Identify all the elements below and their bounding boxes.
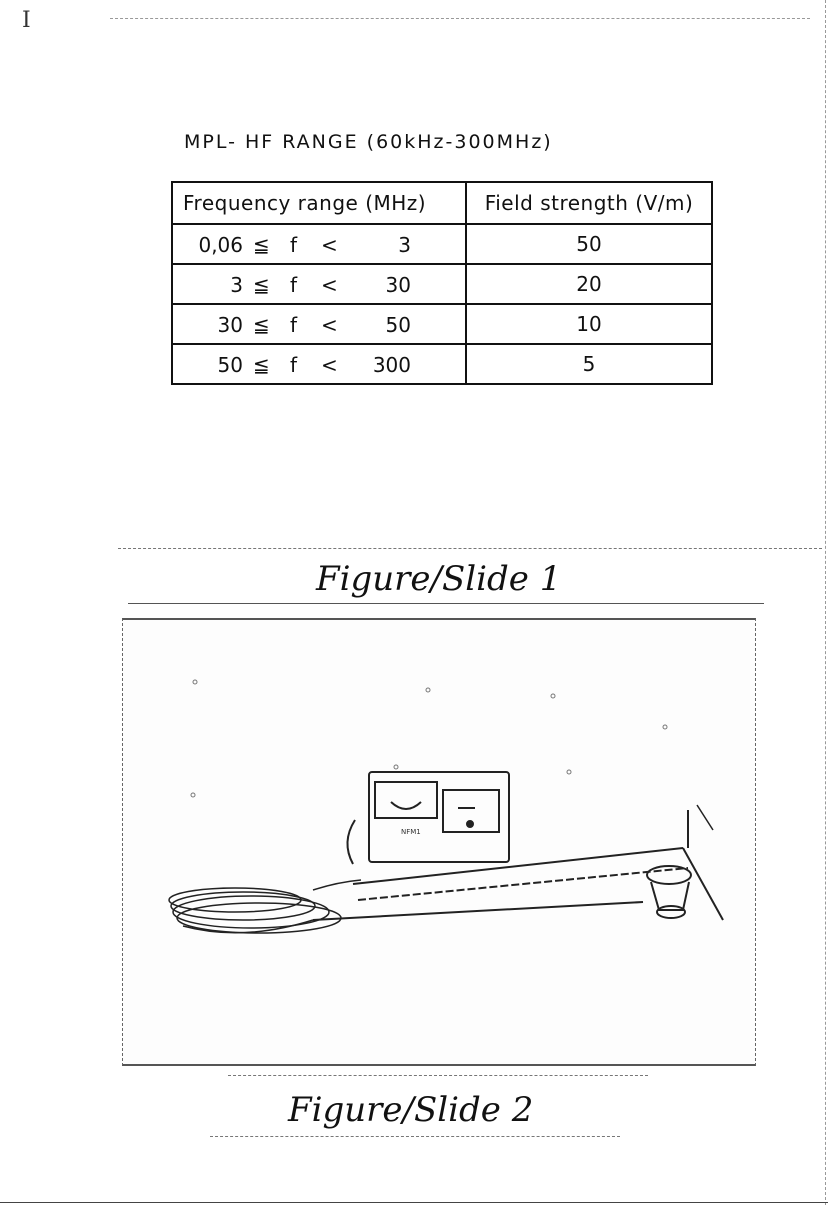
figure-2-photo (122, 618, 756, 1066)
range-operator: < (321, 233, 338, 257)
range-operator: ≦ (253, 273, 270, 297)
range-operator: ≦ (253, 313, 270, 337)
page-right-edge (824, 0, 826, 1205)
range-variable: f (290, 233, 298, 257)
page-heading: MPL- HF RANGE (60kHz-300MHz) (184, 131, 553, 153)
range-lower: 0,06 (198, 233, 243, 257)
table-row (172, 304, 712, 344)
range-variable: f (290, 313, 298, 337)
range-operator: ≦ (253, 353, 270, 377)
table-row (172, 264, 712, 304)
page-bottom-edge (0, 1202, 828, 1203)
top-dashed-line (110, 18, 810, 19)
range-upper: 30 (385, 273, 411, 297)
mpl-table (171, 181, 713, 385)
range-operator: < (321, 273, 338, 297)
range-upper: 3 (398, 233, 411, 257)
table-row (172, 344, 712, 384)
table-header-row (172, 182, 712, 224)
range-operator: ≦ (253, 233, 270, 257)
frequency-range-cell (172, 224, 466, 264)
field-strength-value: 5 (466, 344, 712, 384)
figure-1-caption: Figure/Slide 1 (316, 559, 562, 599)
table-row (172, 224, 712, 264)
frequency-range-cell (172, 344, 466, 384)
field-strength-value: 50 (466, 224, 712, 264)
divider-line (128, 603, 764, 604)
range-lower: 30 (217, 313, 243, 337)
field-strength-value: 10 (466, 304, 712, 344)
frequency-range-cell (172, 264, 466, 304)
divider-line (228, 1075, 648, 1076)
range-upper: 50 (385, 313, 411, 337)
divider-line (210, 1136, 620, 1137)
range-upper: 300 (372, 353, 411, 377)
range-lower: 3 (230, 273, 243, 297)
range-variable: f (290, 353, 298, 377)
corner-mark: I (22, 8, 31, 33)
range-operator: < (321, 353, 338, 377)
figure-2-caption: Figure/Slide 2 (288, 1090, 534, 1130)
range-variable: f (290, 273, 298, 297)
frequency-range-cell (172, 304, 466, 344)
divider-line (118, 548, 822, 549)
range-operator: < (321, 313, 338, 337)
range-lower: 50 (217, 353, 243, 377)
photo-illustration (123, 620, 755, 1064)
field-strength-value: 20 (466, 264, 712, 304)
header-frequency-range: Frequency range (MHz) (172, 182, 466, 224)
instrument-label: NFM1 (401, 828, 421, 836)
header-field-strength: Field strength (V/m) (466, 182, 712, 224)
